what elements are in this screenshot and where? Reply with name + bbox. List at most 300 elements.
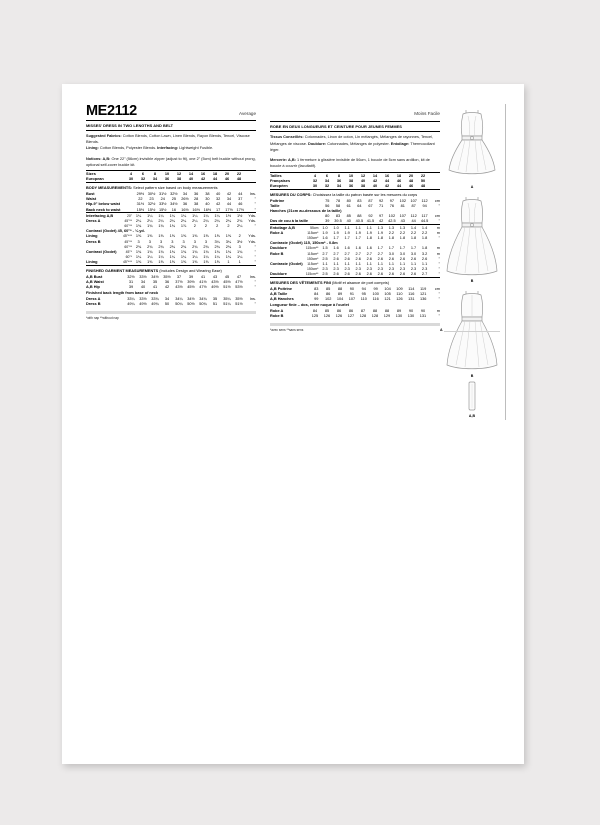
- cell: 50¾: [199, 301, 207, 306]
- cell: 41: [200, 275, 206, 280]
- row-width: 150cm*: [306, 256, 319, 261]
- cell: 1.3: [388, 225, 395, 230]
- row-unit: ": [438, 219, 440, 224]
- row-width: 45"*: [125, 250, 132, 254]
- cell: 2¼: [214, 218, 220, 223]
- cell: 2: [216, 224, 219, 229]
- cell: 31½: [158, 191, 167, 196]
- cell: 37: [176, 275, 182, 280]
- cell: 45½: [223, 280, 231, 285]
- cell: 130: [407, 313, 415, 318]
- cell: 88: [372, 308, 378, 313]
- cell: 29½: [136, 191, 145, 196]
- cell: 1¼: [214, 213, 220, 218]
- cell: 32: [312, 178, 318, 183]
- french-fabrics: [270, 132, 440, 155]
- cell: 44: [209, 177, 221, 183]
- row-unit: cm: [434, 198, 440, 203]
- cell: 87: [411, 203, 416, 208]
- pattern-envelope-back: [62, 84, 524, 764]
- cell: 1.1: [344, 261, 350, 266]
- cell: 2: [204, 224, 208, 229]
- cell: 1.7: [388, 246, 395, 251]
- cell: 2¼: [192, 218, 198, 223]
- cell: 1¼: [158, 255, 164, 260]
- cell: 1.0: [322, 225, 328, 230]
- cell: 20: [224, 172, 230, 177]
- cell: 71: [379, 203, 384, 208]
- cell: 40: [205, 202, 210, 207]
- cell: 3: [137, 239, 140, 244]
- cell: 1¾: [135, 250, 142, 254]
- interfacing-label-en: Interfacing:: [157, 146, 179, 151]
- cell: 1⅝: [214, 234, 220, 239]
- row-width: 115cm**: [305, 246, 319, 251]
- cell: 1⅝: [169, 260, 175, 265]
- cell: 14: [188, 172, 194, 177]
- cell: 3½: [237, 239, 243, 244]
- cell: 1.7: [377, 246, 383, 251]
- cell: 49½: [211, 285, 219, 290]
- cell: 1¼: [147, 213, 153, 218]
- cell: 42: [381, 183, 393, 189]
- difficulty-level-en: Average: [238, 111, 256, 116]
- english-finished-table: [86, 274, 256, 290]
- long-dress-front-illustration: [444, 191, 500, 279]
- cell: 3.0: [410, 251, 417, 256]
- cell: 2.6: [344, 272, 350, 277]
- cell: 39: [325, 219, 330, 224]
- cell: 1⅞: [180, 224, 187, 229]
- cell: 41½: [199, 280, 207, 285]
- cell: 126: [335, 313, 343, 318]
- cell: 1¾: [214, 250, 220, 254]
- row-label: A,B Taille: [270, 292, 288, 297]
- cell: 35½: [163, 275, 171, 280]
- cell: 116: [408, 292, 415, 297]
- cell: 1.8: [399, 235, 406, 240]
- cell: 1¼: [135, 255, 142, 260]
- cell: 39: [128, 285, 134, 290]
- europeen-label: Européen: [270, 183, 294, 189]
- row-unit: Ins.: [249, 296, 256, 301]
- cell: 1¾: [158, 224, 164, 229]
- cell: 34¾: [199, 296, 207, 301]
- cell: 1.1: [388, 261, 395, 266]
- cell: 76: [389, 203, 395, 208]
- cell: 105: [384, 292, 391, 297]
- heading-sub: (Includes Design and Wearing Ease): [158, 268, 222, 273]
- cell: 2: [238, 234, 241, 239]
- cell: 36: [161, 177, 173, 183]
- fabrics-label-fr: Tissus Conseillés:: [270, 135, 304, 140]
- cell: 6: [141, 172, 145, 177]
- francaises-label: Françaises: [270, 178, 291, 183]
- cell: 2.3: [377, 267, 383, 272]
- cell: 46: [221, 177, 233, 183]
- row-label: Waist: [86, 197, 97, 202]
- cell: 12: [176, 172, 182, 177]
- cell: 44.5: [420, 219, 429, 224]
- row-width: 45"***: [123, 234, 132, 239]
- row-unit: Ins.: [249, 275, 256, 280]
- row-label: A,B Waist: [86, 280, 104, 285]
- cell: 35: [152, 280, 158, 285]
- cell: 46: [238, 202, 243, 207]
- cell: 1.9: [333, 230, 339, 235]
- cell: 49¾: [151, 301, 159, 306]
- cell: 1¾: [169, 250, 175, 254]
- cell: 128: [371, 313, 379, 318]
- cell: 1.3: [377, 225, 383, 230]
- cell: 50: [420, 178, 426, 183]
- row-label: Lining: [86, 260, 98, 265]
- cell: 58: [335, 203, 341, 208]
- cell: 1.7: [344, 235, 350, 240]
- cell: 94: [361, 286, 366, 291]
- table-row: [270, 219, 440, 225]
- cell: 80: [325, 214, 330, 219]
- cell: 2¾: [237, 218, 243, 223]
- cell: 81: [400, 203, 405, 208]
- cell: 83: [357, 198, 362, 203]
- cell: 86: [348, 308, 354, 313]
- cell: 4: [313, 173, 317, 178]
- cell: 2.7: [322, 251, 328, 256]
- cell: 43½: [211, 280, 219, 285]
- cell: 26½: [181, 197, 189, 202]
- cell: 33½: [158, 202, 167, 207]
- row-unit: Yds.: [248, 239, 256, 244]
- cell: 1.8: [388, 235, 395, 240]
- cell: 1¼: [192, 255, 198, 260]
- row-unit: ": [438, 292, 440, 297]
- long-dress-back-illustration: [444, 285, 500, 373]
- european-label-en: European: [86, 177, 110, 183]
- cell: 8: [337, 173, 341, 178]
- cell: 91: [349, 292, 355, 297]
- cell: 67: [368, 203, 373, 208]
- cell: 1.8: [410, 235, 417, 240]
- cell: 1¾: [158, 250, 164, 254]
- cell: 1¾: [147, 224, 153, 229]
- cell: 119: [420, 286, 427, 291]
- row-label: Lining: [86, 234, 98, 239]
- cell: 2¾: [135, 244, 142, 249]
- notions-text-en: One 22" (56cm) invisible zipper (adjust to fit), one 2" (5cm) belt buckle without prong, optional self-cover buckle kit.: [86, 156, 256, 167]
- cell: 1.3: [399, 225, 406, 230]
- cell: 126: [396, 297, 403, 302]
- interfacing-text-en: Lightweight Fusible.: [179, 146, 214, 151]
- cell: 41: [152, 285, 158, 290]
- cell: 2.6: [355, 272, 361, 277]
- cell: 1¼: [158, 213, 164, 218]
- cell: 3.0: [399, 251, 406, 256]
- cell: 41.5: [366, 219, 375, 224]
- cell: 1¾: [225, 250, 232, 254]
- difficulty-level-fr: Moins Facile: [414, 111, 440, 116]
- cell: 1¼: [237, 255, 243, 260]
- cell: 1⅝: [192, 260, 198, 265]
- french-sizes-table: [270, 173, 440, 190]
- cell: 16½: [203, 207, 212, 212]
- cell: 2.6: [377, 272, 383, 277]
- cell: 38: [173, 177, 185, 183]
- row-label: Poitrine: [270, 198, 285, 203]
- english-title: MISSES' DRESS IN TWO LENGTHS AND BELT: [86, 121, 256, 131]
- row-label: Dress A: [86, 296, 101, 301]
- cell: 16½: [181, 207, 189, 212]
- cell: 53½: [235, 285, 243, 290]
- cell: 1¼: [203, 255, 209, 260]
- cell: 44: [238, 191, 243, 196]
- cell: 2.3: [322, 267, 328, 272]
- cell: 1.1: [410, 261, 417, 266]
- cell: 121: [419, 292, 427, 297]
- cell: 34: [140, 280, 146, 285]
- sizes-label-en: Sizes: [86, 172, 96, 177]
- english-yardage-table: [86, 213, 256, 265]
- row-label: Dress B: [86, 239, 101, 244]
- cell: 2.7: [421, 272, 428, 277]
- heading-sub: Choisissez la taille du patron basée sur les mesures du corps: [311, 192, 418, 197]
- row-width: [110, 301, 125, 306]
- cell: 1.1: [333, 261, 339, 266]
- row-unit: Yds.: [248, 234, 256, 239]
- cell: 1.6: [366, 246, 372, 251]
- row-label: Dress B: [86, 301, 101, 306]
- cell: 90: [408, 308, 414, 313]
- cell: 31½: [136, 202, 145, 207]
- cell: 2.2: [399, 230, 406, 235]
- row-label: Robe A: [270, 308, 284, 313]
- row-label: Taille: [270, 203, 280, 208]
- cell: 1.1: [366, 261, 372, 266]
- cell: 42: [164, 285, 170, 290]
- cell: 129: [383, 313, 391, 318]
- cell: 114: [408, 286, 415, 291]
- cell: 2¼: [158, 218, 164, 223]
- cell: 61: [346, 203, 351, 208]
- cell: 34: [324, 178, 330, 183]
- body-measurements-heading-en: [86, 183, 256, 192]
- cell: 42.5: [388, 219, 396, 224]
- row-label: A,B Hanches: [270, 297, 294, 302]
- cell: 1: [227, 260, 230, 265]
- english-header: [86, 104, 256, 121]
- cell: 43: [212, 275, 218, 280]
- cell: 3: [182, 239, 185, 244]
- cell: 17½: [236, 207, 244, 212]
- table-row: [86, 202, 256, 207]
- cell: 2.2: [388, 230, 395, 235]
- cell: 64: [357, 203, 362, 208]
- row-width: [122, 207, 134, 213]
- cell: 89: [337, 292, 343, 297]
- row-width: 20": [126, 213, 132, 218]
- cell: 1¾: [237, 250, 243, 254]
- cell: 15½: [147, 207, 156, 212]
- row-label: Hip-9" below waist: [86, 202, 121, 207]
- finished-heading-en: [86, 265, 256, 275]
- cell: 51½: [235, 301, 243, 306]
- cell: 2.7: [333, 251, 339, 256]
- row-width: [310, 219, 322, 225]
- row-unit: ": [254, 260, 256, 265]
- cell: 75: [325, 198, 330, 203]
- cell: 1.6: [355, 246, 361, 251]
- cell: 49½: [139, 301, 147, 306]
- cell: 90: [420, 308, 426, 313]
- row-label: Contrast (Godet) 45, 60"* - ¼ yd.: [86, 229, 145, 234]
- cell: 112: [410, 214, 417, 219]
- cell: 1¼: [169, 213, 175, 218]
- cell: 3: [148, 239, 151, 244]
- dress-view-a-front: [444, 104, 500, 189]
- table-row: [86, 301, 256, 306]
- cell: 38: [205, 191, 210, 196]
- cell: 42: [379, 219, 384, 224]
- row-unit: ": [254, 255, 256, 260]
- cell: 1⅝: [180, 234, 187, 239]
- cell: 95: [361, 292, 366, 297]
- cell: 1⅝: [147, 234, 153, 239]
- cell: 3¼: [225, 239, 232, 244]
- cell: 16½: [192, 207, 200, 212]
- cell: 1.1: [355, 261, 361, 266]
- row-unit: m: [436, 225, 440, 230]
- cell: 109: [396, 286, 403, 291]
- cell: 2: [193, 224, 196, 229]
- cell: 38: [348, 178, 354, 183]
- table-row: [270, 313, 440, 318]
- cell: 1⅝: [158, 260, 164, 265]
- cell: 8: [153, 172, 157, 177]
- cell: 99: [373, 286, 378, 291]
- cell: 49¼: [127, 301, 135, 306]
- row-unit: m: [436, 308, 440, 313]
- row-label: Interfacing A,B: [86, 213, 114, 218]
- lining-label-fr: Doublure:: [308, 141, 327, 146]
- pattern-code: ME2112: [86, 103, 137, 119]
- row-width: 115cm**: [305, 272, 319, 277]
- cell: 102: [324, 297, 332, 302]
- cell: 1.9: [366, 230, 372, 235]
- cell: 2¼: [237, 224, 243, 229]
- cell: 36: [345, 183, 357, 189]
- english-notions: [86, 154, 256, 172]
- english-backlength-table: [86, 296, 256, 306]
- cell: 35: [212, 296, 218, 301]
- cell: 87: [360, 308, 366, 313]
- cell: 1⅝: [214, 260, 220, 265]
- cell: 43½: [175, 285, 183, 290]
- cell: 85: [346, 214, 351, 219]
- cell: 45½: [187, 285, 195, 290]
- cell: 1¾: [135, 224, 142, 229]
- cell: 90: [349, 286, 355, 291]
- panel-divider: [505, 104, 506, 420]
- cell: 33½: [139, 296, 147, 301]
- cell: 31: [128, 280, 134, 285]
- fabrics-label-en: Suggested Fabrics:: [86, 133, 122, 138]
- cell: 89: [396, 308, 402, 313]
- cell: 102: [388, 214, 396, 219]
- cell: 37: [238, 197, 243, 202]
- cell: 2.3: [355, 267, 361, 272]
- row-unit: ": [254, 285, 256, 290]
- cell: 131: [408, 297, 415, 302]
- cell: 1⅝: [203, 260, 209, 265]
- cell: 2¾: [225, 244, 232, 249]
- cell: 50: [164, 301, 170, 306]
- row-width: 45"***: [123, 260, 132, 265]
- cell: 1.1: [366, 225, 372, 230]
- interfacing-label-fr: Entoilage:: [390, 141, 410, 146]
- french-backlength-table: [270, 308, 440, 318]
- footnote-en: *with nap **without nap: [86, 316, 119, 320]
- cell: 2.6: [333, 256, 339, 261]
- cell: 30: [125, 177, 137, 183]
- cell: 2.6: [344, 256, 350, 261]
- table-row: [86, 213, 256, 218]
- cell: 50¼: [175, 301, 183, 306]
- cell: 46: [396, 178, 402, 183]
- cell: 30½: [147, 191, 156, 196]
- body-measurements-heading-fr: [270, 190, 440, 199]
- cell: 88: [337, 286, 343, 291]
- cell: 2.3: [410, 267, 417, 272]
- cell: 87: [368, 198, 373, 203]
- cell: 1½: [237, 213, 243, 218]
- cell: 1¾: [180, 250, 187, 254]
- cell: 42: [197, 177, 209, 183]
- cell: 86: [336, 308, 342, 313]
- cell: 3: [171, 239, 174, 244]
- row-unit: ": [254, 224, 256, 229]
- cell: 48: [417, 183, 429, 189]
- cell: 1.9: [377, 230, 383, 235]
- row-label: Dos de cou à la taille: [270, 219, 309, 224]
- cell: 2.6: [355, 256, 361, 261]
- cell: 44: [393, 183, 405, 189]
- row-label: Doublure: [270, 272, 287, 277]
- cell: 2.2: [421, 230, 428, 235]
- row-unit: ": [438, 261, 440, 266]
- cell: 6: [325, 173, 329, 178]
- cell: 17: [216, 207, 221, 212]
- row-label: Robe B: [270, 251, 284, 256]
- cell: 34¼: [175, 296, 183, 301]
- row-label: Contraste (Godet): [270, 261, 303, 266]
- cell: 33¼: [127, 296, 135, 301]
- cell: 1.8: [377, 235, 383, 240]
- cell: 25: [171, 197, 176, 202]
- cell: 85: [324, 308, 330, 313]
- figure-label-ab: A,B: [468, 414, 476, 418]
- row-unit: ": [438, 256, 440, 261]
- row-unit: ": [438, 203, 440, 208]
- cell: 110: [396, 292, 403, 297]
- cell: 40: [346, 219, 351, 224]
- cell: 51¼: [223, 301, 231, 306]
- cell: 1¼: [135, 213, 142, 218]
- cell: 32: [216, 197, 221, 202]
- fabrics-text-en: Cotton Blends, Cotton Lawn, Linen Blends, Rayon Blends, Tencel, Viscose Blends.: [86, 133, 250, 145]
- short-dress-illustration: [444, 104, 500, 184]
- table-row: [86, 207, 256, 213]
- row-unit: m: [436, 230, 440, 235]
